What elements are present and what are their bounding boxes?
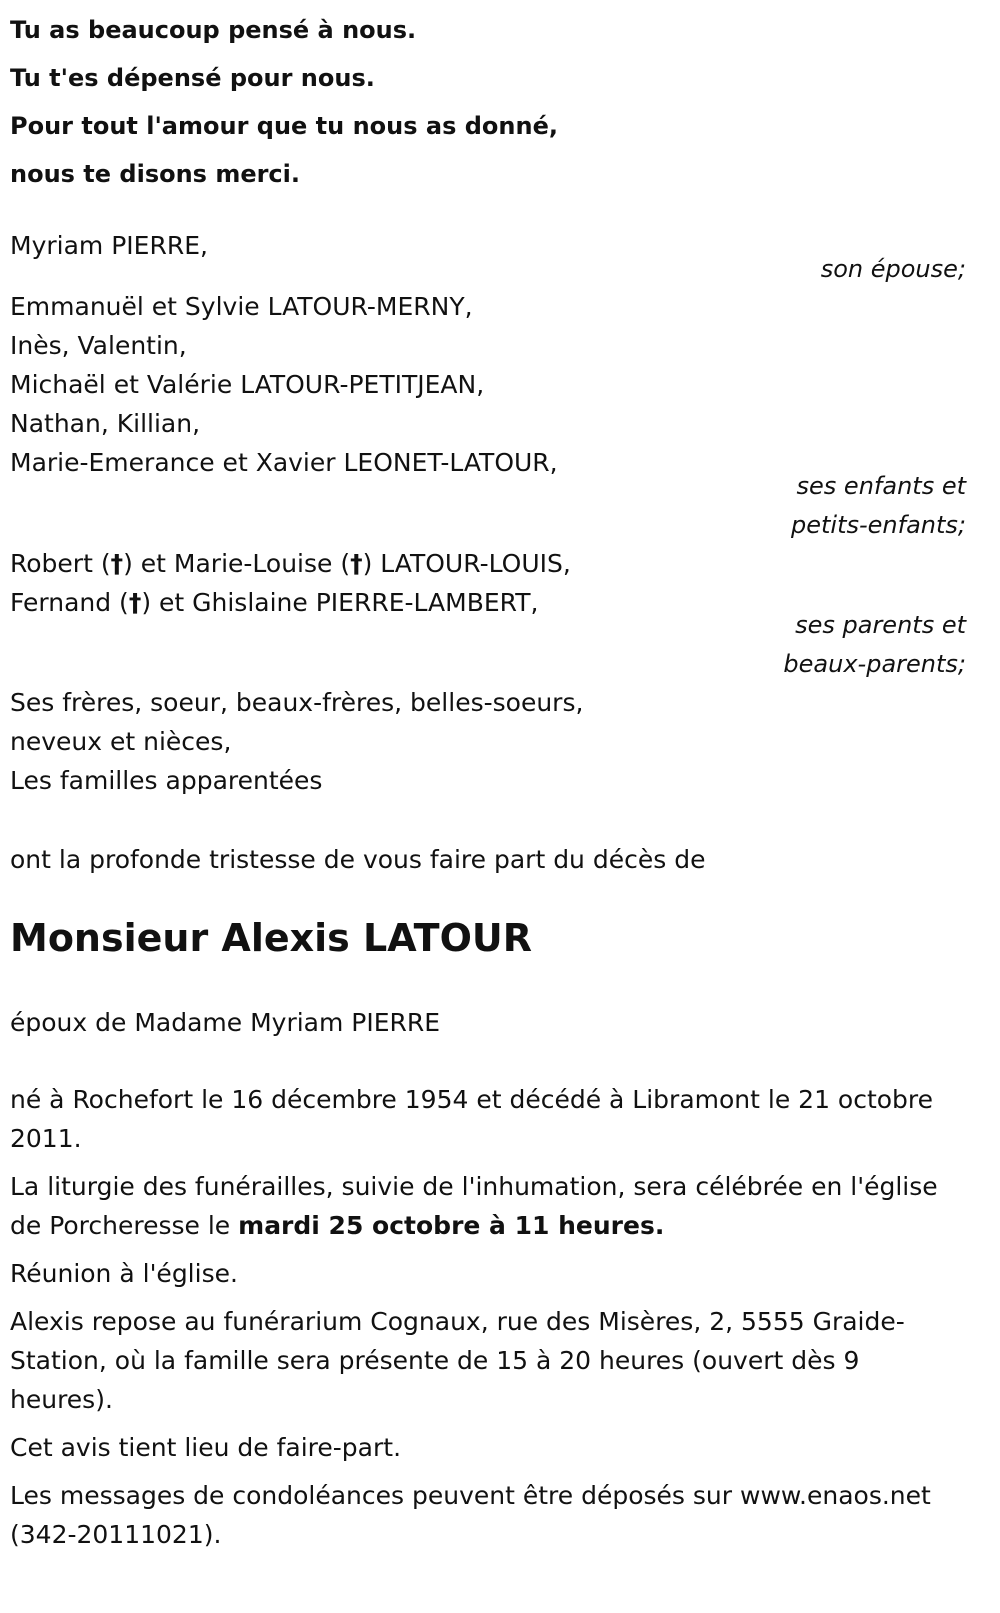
family-name-line: Inès, Valentin, — [10, 331, 187, 360]
family-name-line: Emmanuël et Sylvie LATOUR-MERNY, — [10, 292, 473, 321]
poem-line: Tu t'es dépensé pour nous. — [10, 64, 375, 92]
cross-icon: † — [110, 549, 124, 578]
poem-line: nous te disons merci. — [10, 160, 301, 188]
poem-line: Pour tout l'amour que tu nous as donné, — [10, 112, 558, 140]
role-line: ses enfants et — [796, 472, 966, 500]
family-name-line: Robert (†) et Marie-Louise (†) LATOUR-LOUIS, — [10, 549, 571, 578]
meeting-text: Réunion à l'église. — [10, 1259, 238, 1288]
announcement-intro: ont la profonde tristesse de vous faire part du décès de — [10, 845, 706, 874]
family-name-line: neveux et nièces, — [10, 727, 232, 756]
notice-text: Cet avis tient lieu de faire-part. — [10, 1433, 402, 1462]
deceased-name: Monsieur Alexis LATOUR — [10, 916, 533, 960]
role-line: ses parents et — [795, 611, 966, 639]
family-name-line: Les familles apparentées — [10, 766, 323, 795]
family-name-line: Fernand (†) et Ghislaine PIERRE-LAMBERT, — [10, 588, 539, 617]
liturgy-text: La liturgie des funérailles, suivie de l'inhumation, sera célébrée en l'église de Porcheresse le mardi 25 octobre à 11 heures. — [10, 1172, 938, 1240]
parents-role — [783, 606, 966, 684]
parents-names — [10, 544, 571, 622]
poem-line: Tu as beaucoup pensé à nous. — [10, 16, 417, 44]
liturgy-date: mardi 25 octobre à 11 heures. — [238, 1211, 665, 1240]
family-name-line: Michaël et Valérie LATOUR-PETITJEAN, — [10, 370, 485, 399]
children-names — [10, 287, 558, 482]
spouse-role — [821, 250, 966, 289]
family-name-line: Nathan, Killian, — [10, 409, 201, 438]
cross-icon: † — [350, 549, 363, 578]
cross-icon: † — [128, 588, 142, 617]
funeral-details — [10, 1080, 965, 1554]
poem — [10, 6, 558, 198]
spouse-names — [10, 226, 208, 265]
funeral-home-text: Alexis repose au funérarium Cognaux, rue des Misères, 2, 5555 Graide-Station, où la famille sera présente de 15 à 20 heures (ouvert dès 9 heures). — [10, 1307, 905, 1414]
role-line: petits-enfants; — [791, 511, 966, 539]
birth-death-text: né à Rochefort le 16 décembre 1954 et décédé à Libramont le 21 octobre 2011. — [10, 1085, 934, 1153]
other-relatives — [10, 683, 583, 800]
condolences-text: Les messages de condoléances peuvent être déposés sur www.enaos.net (342-20111021). — [10, 1481, 931, 1549]
role-line: son épouse; — [820, 255, 966, 283]
family-name-line: Myriam PIERRE, — [10, 231, 208, 260]
role-line: beaux-parents; — [783, 650, 966, 678]
children-role — [791, 467, 966, 545]
family-name-line: Ses frères, soeur, beaux-frères, belles-soeurs, — [10, 688, 584, 717]
family-name-line: Marie-Emerance et Xavier LEONET-LATOUR, — [10, 448, 558, 477]
spouse-line: époux de Madame Myriam PIERRE — [10, 1008, 441, 1037]
